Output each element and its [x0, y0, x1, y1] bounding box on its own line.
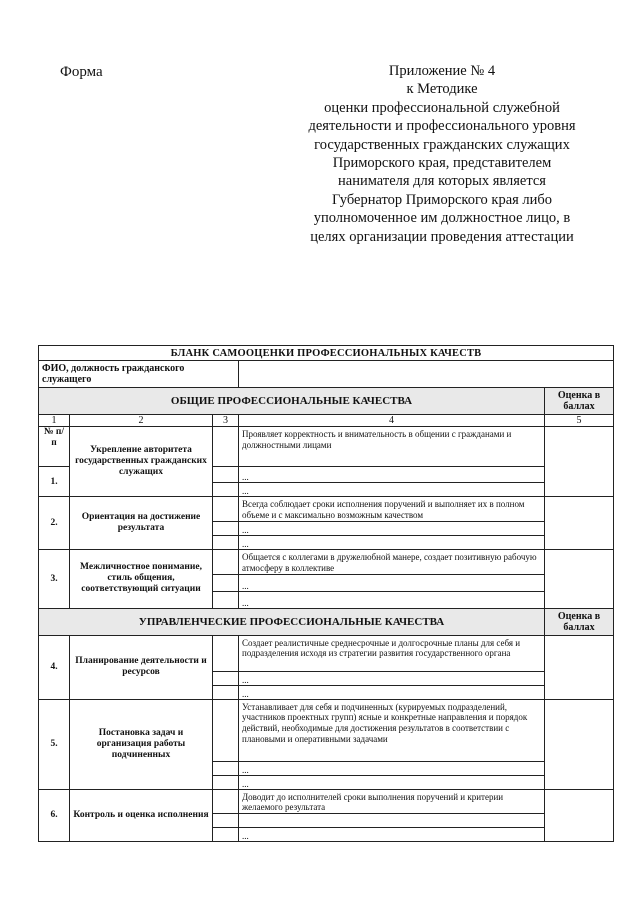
appendix-number: Приложение № 4 — [388, 63, 496, 79]
mark-cell[interactable] — [213, 635, 239, 671]
row-number: 2. — [39, 497, 70, 550]
appendix-line: Губернатор Приморского края либо — [331, 191, 553, 208]
placeholder-dots: ... — [239, 591, 545, 608]
row-number: 3. — [39, 550, 70, 609]
mark-cell[interactable] — [213, 522, 239, 536]
quality-name: Межличностное понимание, стиль общения, соответствующий ситуации — [70, 550, 213, 609]
mark-cell[interactable] — [213, 761, 239, 775]
col-number: 4 — [239, 415, 545, 427]
quality-name: Постановка задач и организация работы подчиненных — [70, 699, 213, 789]
placeholder-dots: ... — [239, 574, 545, 591]
col-number: 1 — [39, 415, 70, 427]
col-number: 2 — [70, 415, 213, 427]
mark-cell[interactable] — [213, 775, 239, 789]
mark-cell[interactable] — [213, 685, 239, 699]
mark-cell[interactable] — [213, 536, 239, 550]
table-title: БЛАНК САМООЦЕНКИ ПРОФЕССИОНАЛЬНЫХ КАЧЕСТВ — [39, 346, 614, 361]
quality-description: Общается с коллегами в дружелюбной манере, создает позитивную рабочую атмосферу в коллективе — [239, 550, 545, 575]
col-number: 3 — [213, 415, 239, 427]
placeholder-dots: ... — [239, 761, 545, 775]
score-header: Оценка в баллах — [545, 388, 614, 415]
mark-cell[interactable] — [213, 483, 239, 497]
quality-description: Доводит до исполнителей сроки выполнения поручений и критерии желаемого результата — [239, 789, 545, 814]
score-header: Оценка в баллах — [545, 608, 614, 635]
appendix-line: к Методике — [406, 81, 478, 98]
score-cell[interactable] — [545, 550, 614, 609]
appendix-line: нанимателя для которых является — [338, 173, 546, 190]
score-cell[interactable] — [545, 789, 614, 842]
fio-label: ФИО, должность гражданского служащего — [39, 361, 239, 388]
placeholder-dots: ... — [239, 536, 545, 550]
placeholder-dots: ... — [239, 483, 545, 497]
appendix-line: деятельности и профессионального уровня — [308, 118, 576, 135]
quality-description: Устанавливает для себя и подчиненных (курируемых подразделений, участников проектных групп) ясные и конкретные направления и порядок действий, необходимые для достижения результатов в соответствии с плановыми и оперативными задачами — [239, 699, 545, 761]
score-cell[interactable] — [545, 635, 614, 699]
placeholder-dots: ... — [239, 522, 545, 536]
mark-cell[interactable] — [213, 574, 239, 591]
fio-value-cell[interactable] — [239, 361, 614, 388]
appendix-line: государственных гражданских служащих — [314, 136, 570, 153]
row-number: 1. — [39, 467, 70, 497]
mark-cell[interactable] — [213, 427, 239, 467]
mark-cell[interactable] — [213, 814, 239, 828]
placeholder-dots: ... — [239, 775, 545, 789]
appendix-line: целях организации проведения аттестации — [310, 228, 574, 245]
row-number: 6. — [39, 789, 70, 842]
score-cell[interactable] — [545, 699, 614, 789]
self-assessment-table — [38, 345, 614, 842]
placeholder-dots — [239, 814, 545, 828]
appendix-line: уполномоченное им должностное лицо, в — [313, 210, 571, 227]
quality-name: Ориентация на достижение результата — [70, 497, 213, 550]
placeholder-dots: ... — [239, 828, 545, 842]
mark-cell[interactable] — [213, 671, 239, 685]
quality-description: Проявляет корректность и внимательность в общении с гражданами и должностными лицами — [239, 427, 545, 467]
mark-cell[interactable] — [213, 699, 239, 761]
mark-cell[interactable] — [213, 591, 239, 608]
placeholder-dots: ... — [239, 671, 545, 685]
mark-cell[interactable] — [213, 467, 239, 483]
placeholder-dots: ... — [239, 685, 545, 699]
section-managerial-title: УПРАВЛЕНЧЕСКИЕ ПРОФЕССИОНАЛЬНЫЕ КАЧЕСТВА — [39, 608, 545, 635]
appendix-line: оценки профессиональной служебной — [324, 99, 560, 116]
quality-description: Создает реалистичные среднесрочные и долгосрочные планы для себя и подразделения исходя из стратегии развития государственного органа — [239, 635, 545, 671]
np-label: № п/п — [39, 427, 70, 467]
form-label: Форма — [60, 64, 103, 80]
quality-name: Укрепление авторитета государственных гражданских служащих — [70, 427, 213, 497]
col-number: 5 — [545, 415, 614, 427]
quality-name: Планирование деятельности и ресурсов — [70, 635, 213, 699]
mark-cell[interactable] — [213, 550, 239, 575]
score-cell[interactable] — [545, 497, 614, 550]
placeholder-dots: ... — [239, 467, 545, 483]
mark-cell[interactable] — [213, 789, 239, 814]
appendix-block — [292, 62, 592, 246]
score-cell[interactable] — [545, 427, 614, 497]
row-number: 5. — [39, 699, 70, 789]
appendix-line: Приморского края, представителем — [332, 155, 552, 172]
quality-name: Контроль и оценка исполнения — [70, 789, 213, 842]
row-number: 4. — [39, 635, 70, 699]
quality-description: Всегда соблюдает сроки исполнения поручений и выполняет их в полном объеме и с максимально возможным качеством — [239, 497, 545, 522]
section-general-title: ОБЩИЕ ПРОФЕССИОНАЛЬНЫЕ КАЧЕСТВА — [39, 388, 545, 415]
mark-cell[interactable] — [213, 497, 239, 522]
mark-cell[interactable] — [213, 828, 239, 842]
